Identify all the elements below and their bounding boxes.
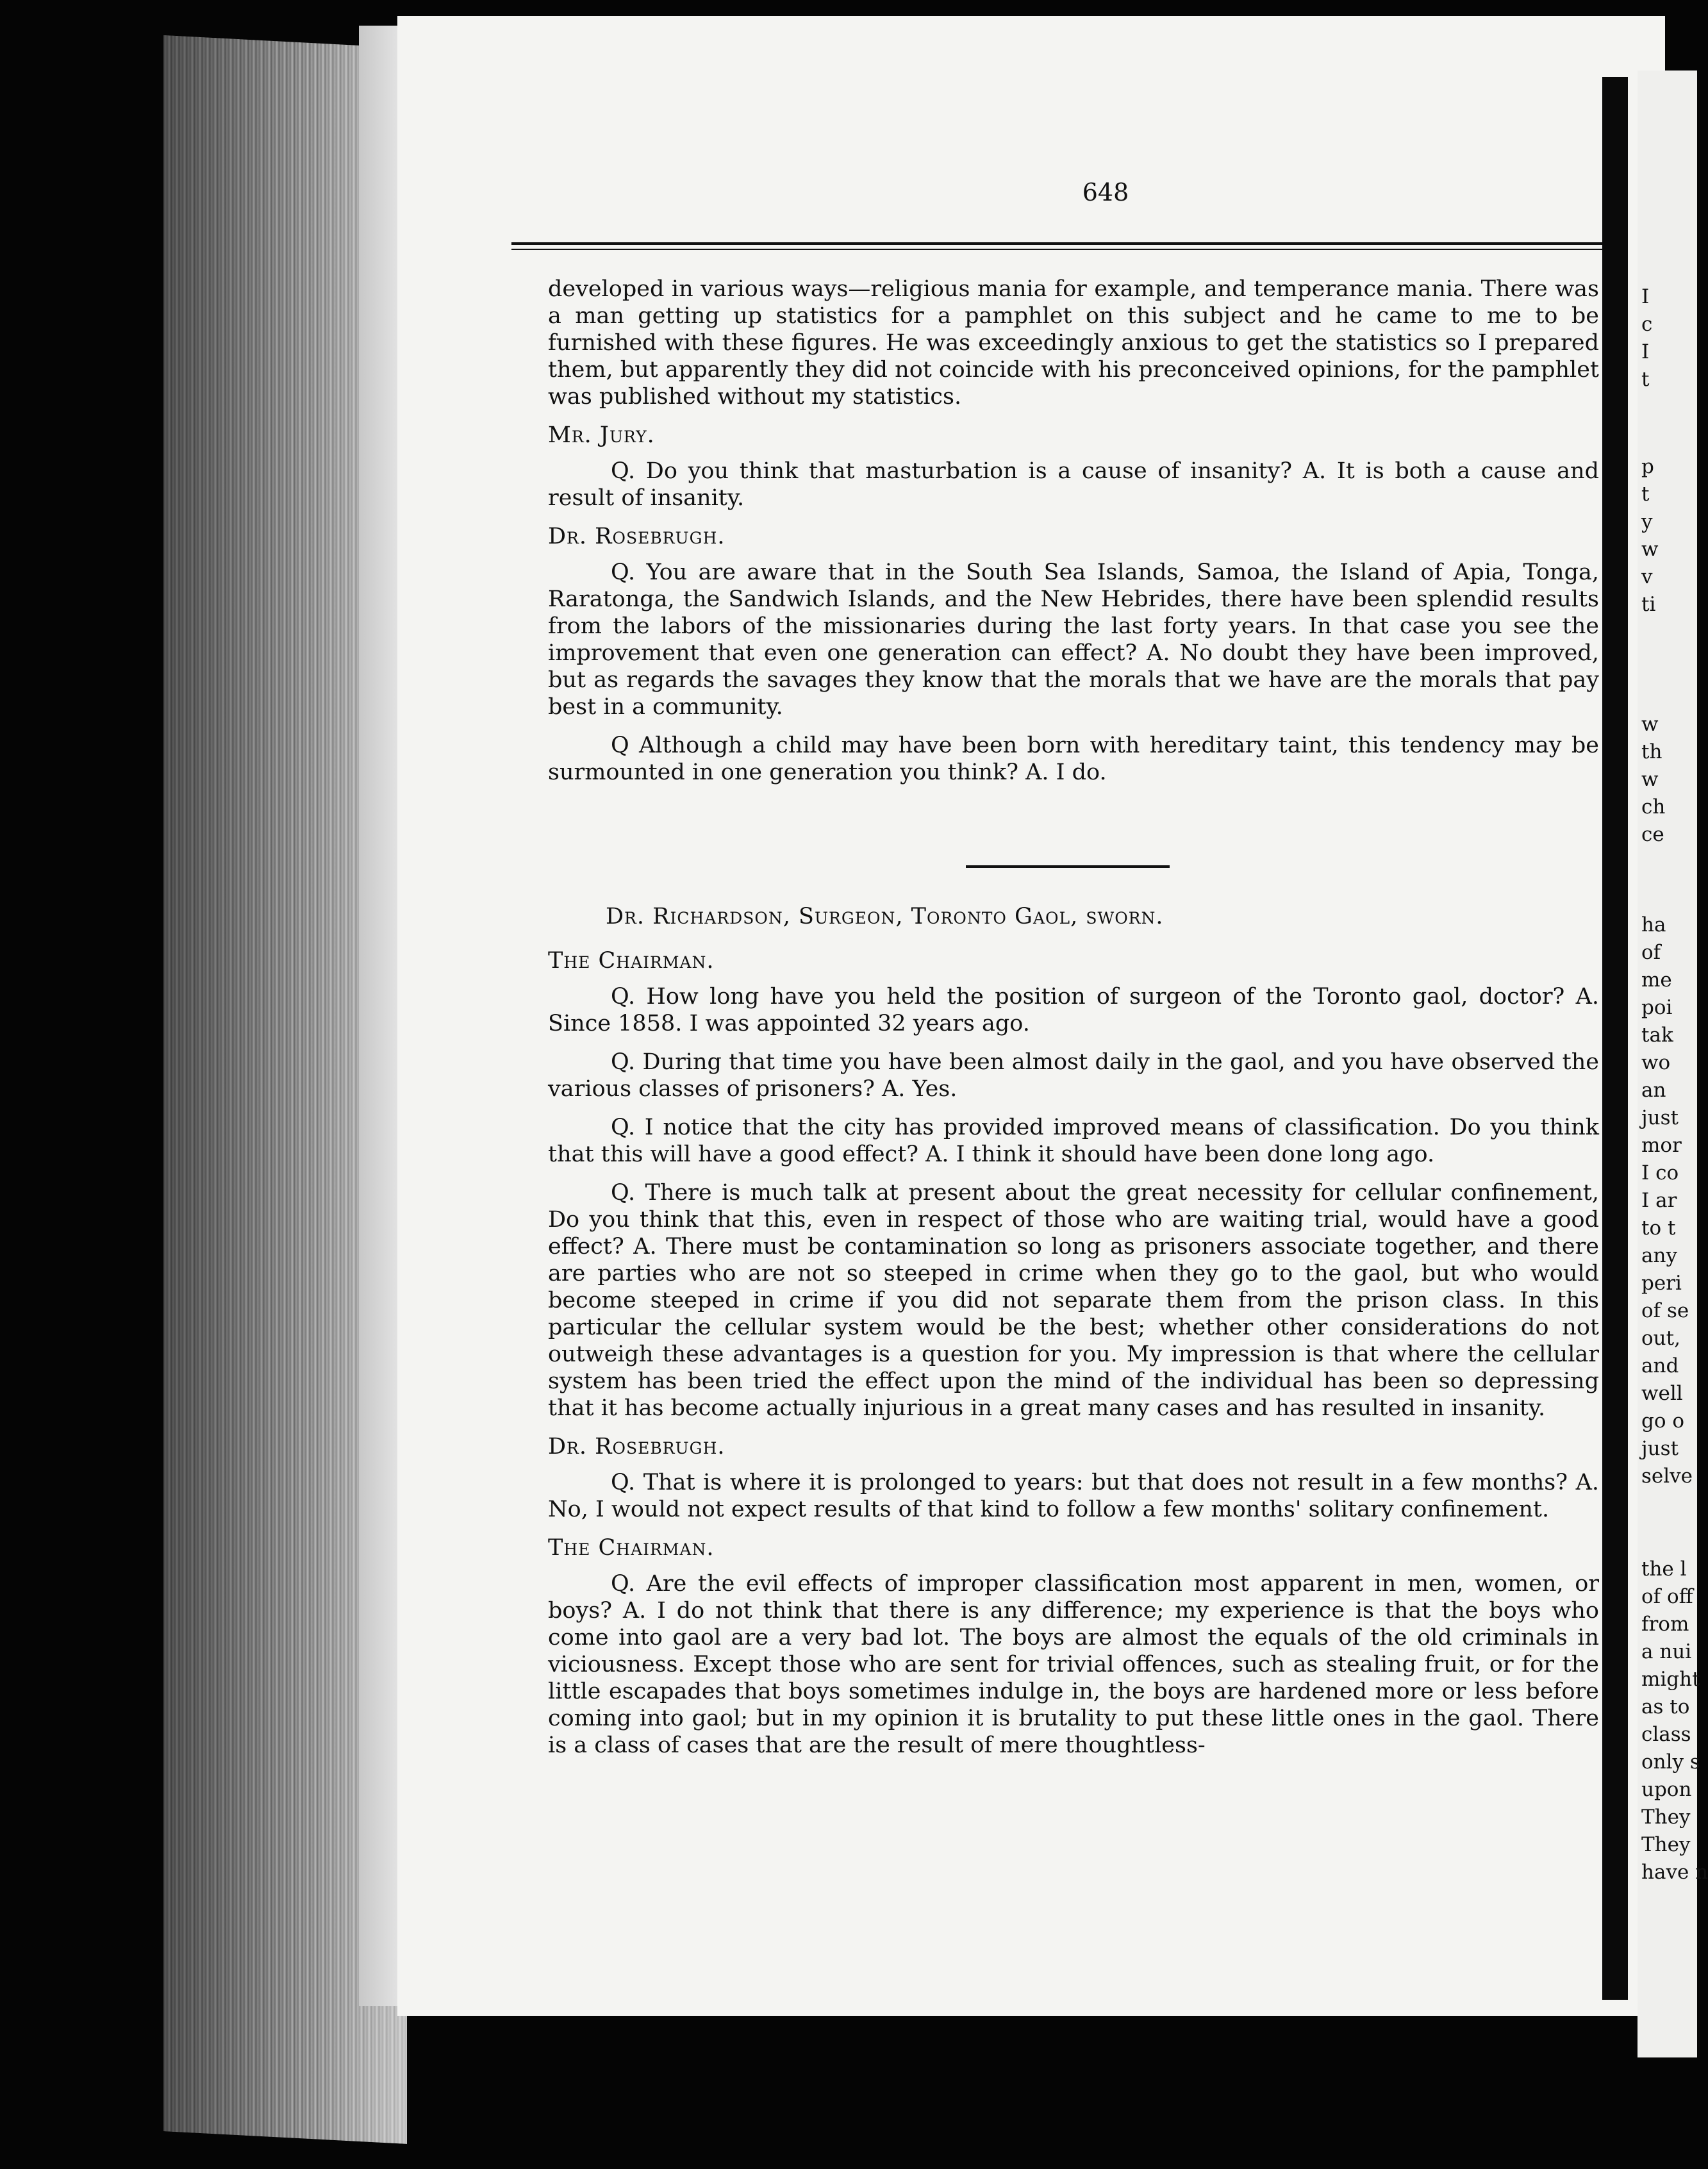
question-answer: Q. How long have you held the position of surgeon of the Toronto gaol, doctor? A. Since 1858. I was appointed 32 years ago. xyxy=(548,984,1599,1036)
next-page-text: just xyxy=(1641,1106,1679,1129)
next-page-text: of xyxy=(1641,941,1661,964)
header-rule-thick xyxy=(511,242,1602,245)
next-page-text: I ar xyxy=(1641,1189,1677,1212)
next-page-text: mor xyxy=(1641,1134,1682,1157)
next-page-fragment xyxy=(1638,71,1708,2057)
question-answer: Q Although a child may have been born with hereditary taint, this tendency may be surmounted in one generation you think? A. I do. xyxy=(548,733,1599,785)
next-page-text: selve xyxy=(1641,1465,1693,1488)
next-page-text: I xyxy=(1641,340,1650,363)
next-page-text: of se xyxy=(1641,1299,1689,1322)
next-page-text: I xyxy=(1641,285,1650,308)
next-page-text: poi xyxy=(1641,996,1673,1019)
next-page-text: y xyxy=(1641,510,1653,533)
next-page-text: just xyxy=(1641,1437,1679,1460)
next-page-text: w xyxy=(1641,538,1659,561)
next-page-text: peri xyxy=(1641,1272,1682,1295)
next-page-text: ch xyxy=(1641,795,1666,819)
next-page-text: to t xyxy=(1641,1217,1676,1240)
next-page-text: v xyxy=(1641,565,1653,588)
question-answer: Q. I notice that the city has provided improved means of classification. Do you think that this will have a good effect? A. I think it should have been done long ago. xyxy=(548,1115,1599,1167)
question-answer: Q. That is where it is prolonged to years: but that does not result in a few months? A. No, I would not expect results of that kind to follow a few months' solitary confinement. xyxy=(548,1470,1599,1522)
witness-heading: Dr. Richardson, Surgeon, Toronto Gaol, sworn. xyxy=(606,904,1164,929)
header-rule-thin xyxy=(511,249,1602,250)
top-text-block xyxy=(548,276,1599,786)
next-page-text: They xyxy=(1641,1806,1691,1829)
next-page-text: of off xyxy=(1641,1585,1693,1608)
next-page-text: have n xyxy=(1641,1861,1708,1884)
next-page-text: w xyxy=(1641,713,1659,736)
speaker-label: The Chairman. xyxy=(548,1535,715,1561)
next-page-text: as to xyxy=(1641,1695,1690,1718)
next-page-text: I co xyxy=(1641,1161,1679,1184)
next-page-text: p xyxy=(1641,455,1654,478)
next-page-text: They xyxy=(1641,1833,1691,1856)
next-page-text: w xyxy=(1641,768,1659,791)
next-page-text: and xyxy=(1641,1354,1679,1377)
next-page-text: the l xyxy=(1641,1558,1687,1581)
next-page-text: well xyxy=(1641,1382,1683,1405)
next-page-text: from xyxy=(1641,1613,1689,1636)
next-page-text: wo xyxy=(1641,1051,1671,1074)
next-page-text: any xyxy=(1641,1244,1677,1267)
question-answer: Q. Are the evil effects of improper classification most apparent in men, women, or boys? A. I do not think that there is any difference; my experience is that the boys who come into gaol are a very bad lot. The boys are almost the equals of the old criminals in viciousness. Except those who are sent for trivial offences, such as stealing fruit, or for the little escapades that boys sometimes indulge in, the boys are hardened more or less before coming into gaol; but in my opinion it is brutality to put these little ones in the gaol. There is a class of cases that are the result of mere thoughtless- xyxy=(548,1571,1599,1758)
next-page-text: tak xyxy=(1641,1024,1673,1047)
question-answer: Q. You are aware that in the South Sea Islands, Samoa, the Island of Apia, Tonga, Raratonga, the Sandwich Islands, and the New Hebrides, there have been splendid results from the labors of the missionaries during the last forty years. In that case you see the improvement that even one generation can effect? A. No doubt they have been improved, but as regards the savages they know that the morals that we have are the morals that pay best in a community. xyxy=(548,560,1599,720)
next-page-text: me xyxy=(1641,968,1672,992)
speaker-label: Mr. Jury. xyxy=(548,422,655,448)
next-page-text: only s xyxy=(1641,1750,1700,1774)
page-number: 648 xyxy=(1082,178,1129,206)
next-page-text: ha xyxy=(1641,913,1666,936)
question-answer: Q. Do you think that masturbation is a cause of insanity? A. It is both a cause and result of insanity. xyxy=(548,458,1599,511)
next-page-text: go o xyxy=(1641,1409,1685,1433)
speaker-label: Dr. Rosebrugh. xyxy=(548,524,725,549)
question-answer: Q. There is much talk at present about the great necessity for cellular confinement, Do you think that this, even in respect of those who are waiting trial, would have a good effect? A. There must be contamination so long as prisoners associate together, and there are parties who are not so steeped in crime when they go to the gaol, but who would become steeped in crime if you did not separate them from the prison class. In this particular the cellular system would be the best; whether other considerations do not outweigh these advantages is a question for you. My impression is that where the cellular system has been tried the effect upon the mind of the individual has been so depressing that it has become actually injurious in a great many cases and has resulted in insanity. xyxy=(548,1180,1599,1421)
next-page-text: out, xyxy=(1641,1327,1680,1350)
next-page-text: ce xyxy=(1641,823,1664,846)
next-page-text: th xyxy=(1641,740,1662,763)
next-page-text: t xyxy=(1641,483,1650,506)
next-page-text: might xyxy=(1641,1668,1700,1691)
section-divider xyxy=(966,865,1170,868)
speaker-label: Dr. Rosebrugh. xyxy=(548,1434,725,1459)
continued-paragraph: developed in various ways—religious mania for example, and temperance mania. There was a man getting up statistics for a pamphlet on this subject and he came to me to be furnished with these figures. He was exceedingly anxious to get the statistics so I prepared them, but apparently they did not coincide with his preconceived opinions, for the pamphlet was published without my statistics. xyxy=(548,276,1599,410)
next-page-text: class xyxy=(1641,1723,1691,1746)
next-page-text: an xyxy=(1641,1079,1666,1102)
next-page-text: t xyxy=(1641,368,1650,391)
next-page-text: a nui xyxy=(1641,1640,1692,1663)
book-gutter xyxy=(1602,77,1628,2000)
next-page-text: c xyxy=(1641,313,1653,336)
question-answer: Q. During that time you have been almost daily in the gaol, and you have observed the various classes of prisoners? A. Yes. xyxy=(548,1049,1599,1102)
next-page-text: upon xyxy=(1641,1778,1692,1801)
speaker-label: The Chairman. xyxy=(548,948,715,974)
next-page-text: ti xyxy=(1641,593,1656,616)
bottom-text-block xyxy=(548,947,1599,1759)
